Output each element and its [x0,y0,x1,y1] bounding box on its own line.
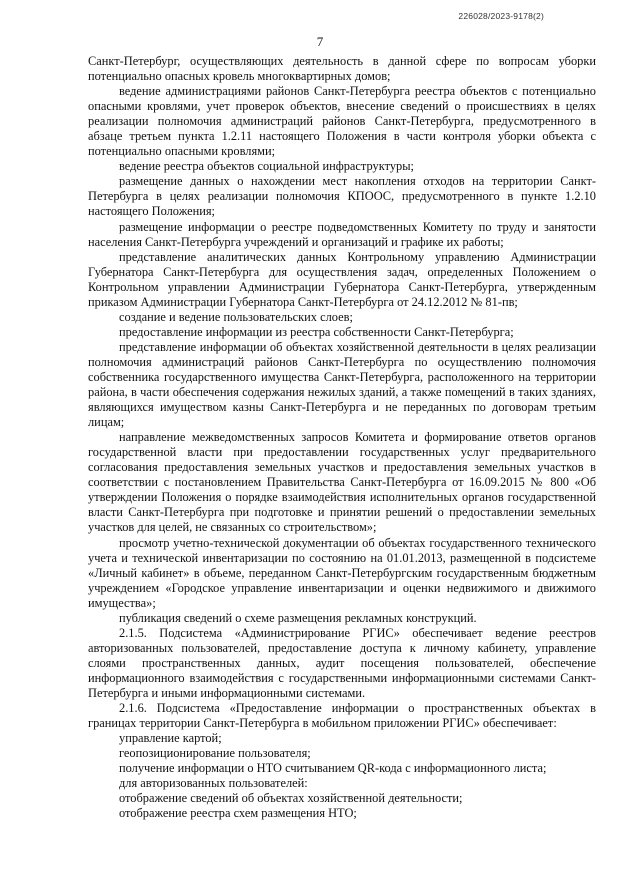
paragraph: ведение администрациями районов Санкт-Петербурга реестра объектов с потенциально опасными кровлями, учет проверок объектов, внесение сведений о происшествиях в целях реализации полномочия администраций районов Санкт-Петербурга, предусмотренного в абзаце третьем пункта 1.2.11 настоящего Положения в части контроля уборки объекта с потенциально опасными кровлями; [88,84,596,159]
paragraph: представление аналитических данных Контрольному управлению Администрации Губернатора Санкт-Петербурга для осуществления задач, определенных Положением о Контрольном управлении Администрации Губернатора Санкт-Петербурга, утвержденным приказом Администрации Губернатора Санкт-Петербурга от 24.12.2012 № 81-пв; [88,249,596,309]
paragraph: публикация сведений о схеме размещения рекламных конструкций. [119,610,477,625]
list-item: отображение реестра схем размещения НТО; [119,806,357,821]
section-2-1-5: 2.1.5. Подсистема «Администрирование РГИС» обеспечивает ведение реестров авторизованных пользователей, предоставление доступа к личному кабинету, управление слоями пространственных данных, аудит посещения пользователей, обеспечение информационного взаимодействия с государственными информационными системами Санкт-Петербурга и иными информационными системами. [88,625,596,700]
paragraph: размещение данных о нахождении мест накопления отходов на территории Санкт-Петербурга в целях реализации полномочия КПООС, предусмотренного в пункте 1.2.10 настоящего Положения; [88,174,596,219]
list-item: отображение сведений об объектах хозяйственной деятельности; [119,791,463,806]
paragraph: размещение информации о реестре подведомственных Комитету по труду и занятости населения Санкт-Петербурга учреждений и организаций и графике их работы; [88,219,596,249]
document-body [88,54,596,821]
paragraph: предоставление информации из реестра собственности Санкт-Петербурга; [119,324,514,339]
document-number: 226028/2023-9178(2) [458,11,544,21]
paragraph: создание и ведение пользовательских слоев; [119,309,353,324]
paragraph: направление межведомственных запросов Комитета и формирование ответов органов государственной власти при предоставлении государственных услуг предварительного согласования предоставления земельных участков и предоставления земельных участков в соответствии с постановлением Правительства Санкт-Петербурга от 16.09.2015 № 800 «Об утверждении Положения о порядке взаимодействия исполнительных органов государственной власти Санкт-Петербурга при подготовке и принятии решений о предоставлении земельных участков для целей, не связанных со строительством»; [88,430,596,535]
section-2-1-6: 2.1.6. Подсистема «Предоставление информации о пространственных объектах в границах территории Санкт-Петербурга в мобильном приложении РГИС» обеспечивает: [88,701,596,731]
paragraph: просмотр учетно-технической документации об объектах государственного технического учета и технической инвентаризации по состоянию на 01.01.2013, размещенной в подсистеме «Личный кабинет» в объеме, переданном Санкт-Петербургским государственным бюджетным учреждением «Городское управление инвентаризации и оценки недвижимого и движимого имущества»; [88,535,596,610]
list-item: для авторизованных пользователей: [119,776,308,791]
paragraph: ведение реестра объектов социальной инфраструктуры; [119,159,414,174]
list-item: управление картой; [119,731,222,746]
page-number: 7 [316,34,324,49]
list-item: получение информации о НТО считыванием QR-кода с информационного листа; [119,761,547,776]
list-item: геопозиционирование пользователя; [119,746,311,761]
paragraph: представление информации об объектах хозяйственной деятельности в целях реализации полномочия администраций районов Санкт-Петербурга по осуществлению полномочия собственника государственного имущества Санкт-Петербурга, расположенного на территории района, в части обеспечения содержания нежилых зданий, а также помещений в таких зданиях, являющихся имуществом казны Санкт-Петербурга и не переданных по договорам третьим лицам; [88,339,596,430]
paragraph: Санкт-Петербург, осуществляющих деятельность в данной сфере по вопросам уборки потенциально опасных кровель многоквартирных домов; [88,54,596,84]
